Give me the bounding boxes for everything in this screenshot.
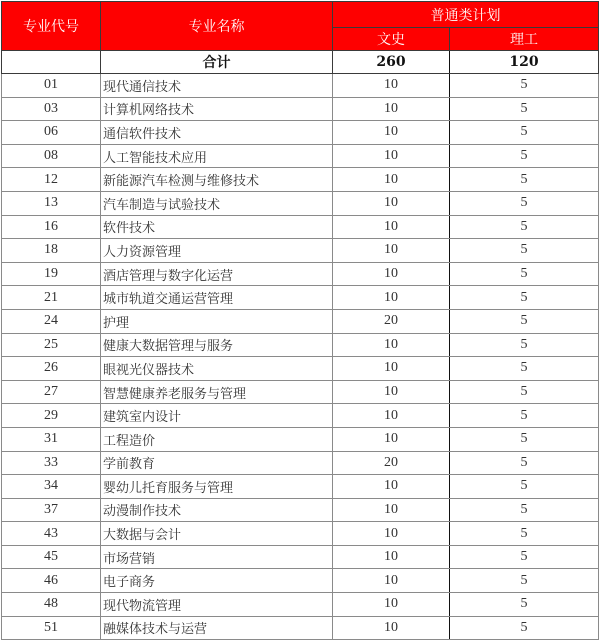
wenshi-count-cell: 10	[333, 427, 450, 451]
header-general-plan: 普通类计划	[333, 2, 599, 28]
major-code-cell: 03	[2, 97, 101, 121]
table-row	[2, 593, 599, 617]
wenshi-count-cell: 10	[333, 191, 450, 215]
major-code-cell: 48	[2, 593, 101, 617]
wenshi-count-cell: 10	[333, 239, 450, 263]
major-code-cell: 01	[2, 74, 101, 98]
wenshi-count-cell: 10	[333, 380, 450, 404]
ligong-count-cell: 5	[450, 569, 599, 593]
ligong-count-cell: 5	[450, 286, 599, 310]
major-name-cell: 人工智能技术应用	[101, 144, 333, 168]
wenshi-count-cell: 10	[333, 404, 450, 428]
table-header	[2, 2, 599, 51]
wenshi-count-cell: 10	[333, 121, 450, 145]
wenshi-count-cell: 10	[333, 262, 450, 286]
major-name-cell: 大数据与会计	[101, 522, 333, 546]
major-name-cell: 软件技术	[101, 215, 333, 239]
table-row	[2, 404, 599, 428]
major-name-cell: 现代物流管理	[101, 593, 333, 617]
table-row	[2, 286, 599, 310]
ligong-count-cell: 5	[450, 357, 599, 381]
major-name-cell: 人力资源管理	[101, 239, 333, 263]
table-row	[2, 74, 599, 98]
table-row	[2, 522, 599, 546]
total-row	[2, 51, 599, 74]
major-code-cell: 06	[2, 121, 101, 145]
table-row	[2, 475, 599, 499]
wenshi-count-cell: 10	[333, 357, 450, 381]
major-code-cell: 13	[2, 191, 101, 215]
table-row	[2, 215, 599, 239]
table-row	[2, 545, 599, 569]
major-name-cell: 工程造价	[101, 427, 333, 451]
major-name-cell: 学前教育	[101, 451, 333, 475]
header-wenshi: 文史	[333, 28, 450, 51]
major-code-cell: 37	[2, 498, 101, 522]
ligong-count-cell: 5	[450, 97, 599, 121]
major-name-cell: 动漫制作技术	[101, 498, 333, 522]
total-label: 合计	[101, 51, 333, 74]
table-body	[2, 74, 599, 640]
major-code-cell: 27	[2, 380, 101, 404]
wenshi-count-cell: 10	[333, 593, 450, 617]
ligong-count-cell: 5	[450, 121, 599, 145]
table-row	[2, 121, 599, 145]
table-row	[2, 427, 599, 451]
major-name-cell: 新能源汽车检测与维修技术	[101, 168, 333, 192]
major-name-cell: 酒店管理与数字化运营	[101, 262, 333, 286]
ligong-count-cell: 5	[450, 475, 599, 499]
major-code-cell: 34	[2, 475, 101, 499]
major-code-cell: 45	[2, 545, 101, 569]
wenshi-count-cell: 10	[333, 616, 450, 640]
wenshi-count-cell: 10	[333, 475, 450, 499]
major-code-cell: 18	[2, 239, 101, 263]
major-name-cell: 婴幼儿托育服务与管理	[101, 475, 333, 499]
wenshi-count-cell: 10	[333, 286, 450, 310]
wenshi-count-cell: 10	[333, 522, 450, 546]
wenshi-count-cell: 10	[333, 498, 450, 522]
table-row	[2, 357, 599, 381]
major-code-cell: 29	[2, 404, 101, 428]
table-row	[2, 239, 599, 263]
table-row	[2, 451, 599, 475]
table-row	[2, 262, 599, 286]
enrollment-plan-table	[1, 1, 599, 640]
ligong-count-cell: 5	[450, 427, 599, 451]
ligong-count-cell: 5	[450, 168, 599, 192]
major-code-cell: 31	[2, 427, 101, 451]
major-code-cell: 33	[2, 451, 101, 475]
total-ligong: 120	[450, 51, 599, 74]
table-row	[2, 168, 599, 192]
wenshi-count-cell: 20	[333, 451, 450, 475]
wenshi-count-cell: 10	[333, 74, 450, 98]
major-name-cell: 智慧健康养老服务与管理	[101, 380, 333, 404]
major-name-cell: 护理	[101, 309, 333, 333]
major-code-cell: 43	[2, 522, 101, 546]
major-name-cell: 计算机网络技术	[101, 97, 333, 121]
ligong-count-cell: 5	[450, 498, 599, 522]
total-wenshi: 260	[333, 51, 450, 74]
table-row	[2, 498, 599, 522]
major-name-cell: 建筑室内设计	[101, 404, 333, 428]
ligong-count-cell: 5	[450, 333, 599, 357]
wenshi-count-cell: 10	[333, 569, 450, 593]
ligong-count-cell: 5	[450, 239, 599, 263]
major-name-cell: 市场营销	[101, 545, 333, 569]
ligong-count-cell: 5	[450, 380, 599, 404]
table-row	[2, 569, 599, 593]
major-name-cell: 汽车制造与试验技术	[101, 191, 333, 215]
header-major-code: 专业代号	[2, 2, 101, 51]
table-row	[2, 380, 599, 404]
wenshi-count-cell: 10	[333, 333, 450, 357]
total-code	[2, 51, 101, 74]
major-code-cell: 08	[2, 144, 101, 168]
ligong-count-cell: 5	[450, 215, 599, 239]
table-row	[2, 191, 599, 215]
ligong-count-cell: 5	[450, 522, 599, 546]
ligong-count-cell: 5	[450, 144, 599, 168]
major-name-cell: 城市轨道交通运营管理	[101, 286, 333, 310]
ligong-count-cell: 5	[450, 262, 599, 286]
wenshi-count-cell: 10	[333, 144, 450, 168]
table-row	[2, 144, 599, 168]
major-name-cell: 眼视光仪器技术	[101, 357, 333, 381]
major-code-cell: 19	[2, 262, 101, 286]
major-name-cell: 通信软件技术	[101, 121, 333, 145]
wenshi-count-cell: 10	[333, 168, 450, 192]
major-name-cell: 电子商务	[101, 569, 333, 593]
ligong-count-cell: 5	[450, 74, 599, 98]
major-code-cell: 51	[2, 616, 101, 640]
major-code-cell: 12	[2, 168, 101, 192]
major-code-cell: 46	[2, 569, 101, 593]
ligong-count-cell: 5	[450, 616, 599, 640]
major-code-cell: 25	[2, 333, 101, 357]
table-row	[2, 616, 599, 640]
ligong-count-cell: 5	[450, 309, 599, 333]
table-row	[2, 333, 599, 357]
ligong-count-cell: 5	[450, 191, 599, 215]
wenshi-count-cell: 10	[333, 97, 450, 121]
major-code-cell: 26	[2, 357, 101, 381]
wenshi-count-cell: 10	[333, 545, 450, 569]
ligong-count-cell: 5	[450, 593, 599, 617]
header-major-name: 专业名称	[101, 2, 333, 51]
major-code-cell: 24	[2, 309, 101, 333]
wenshi-count-cell: 20	[333, 309, 450, 333]
major-code-cell: 21	[2, 286, 101, 310]
major-code-cell: 16	[2, 215, 101, 239]
ligong-count-cell: 5	[450, 451, 599, 475]
major-name-cell: 现代通信技术	[101, 74, 333, 98]
header-ligong: 理工	[450, 28, 599, 51]
major-name-cell: 健康大数据管理与服务	[101, 333, 333, 357]
table-row	[2, 309, 599, 333]
major-name-cell: 融媒体技术与运营	[101, 616, 333, 640]
ligong-count-cell: 5	[450, 404, 599, 428]
ligong-count-cell: 5	[450, 545, 599, 569]
wenshi-count-cell: 10	[333, 215, 450, 239]
table-row	[2, 97, 599, 121]
